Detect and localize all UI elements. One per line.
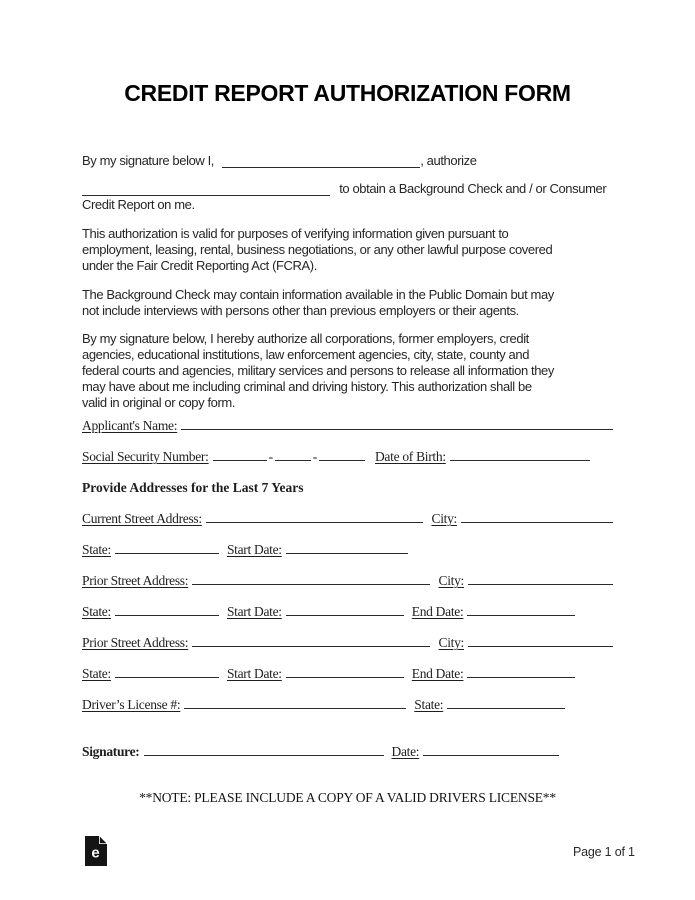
- purpose-paragraph: [82, 226, 613, 274]
- intro-line2-text: to obtain a Background Check and / or Consumer: [339, 181, 607, 196]
- ssn-separator: -: [312, 449, 317, 464]
- prior-street-label: Prior Street Address:: [82, 635, 189, 650]
- address-section-header-row: [82, 479, 613, 496]
- state-label: State:: [82, 604, 111, 619]
- intro-line-1: [82, 153, 613, 169]
- intro-paragraph: [82, 153, 613, 213]
- ssn-blank-1[interactable]: [213, 460, 267, 461]
- document-logo-icon: [85, 836, 107, 866]
- paragraph-line: federal courts and agencies, military services and persons to release all information they: [82, 363, 554, 378]
- signature-row: [82, 743, 613, 760]
- paragraph-line: may have about me including criminal and driving history. This authorization shall be: [82, 379, 532, 394]
- paragraph-line: employment, leasing, rental, business negotiations, or any other lawful purpose covered: [82, 242, 553, 257]
- prior-1-state-date-row: [82, 603, 613, 620]
- dl-state-label: State:: [414, 697, 444, 712]
- intro-line-2: [82, 181, 613, 197]
- drivers-license-label: Driver’s License #:: [82, 697, 181, 712]
- form-fields-section: [82, 417, 613, 760]
- paragraph-line: not include interviews with persons other than previous employers or their agents.: [82, 303, 519, 318]
- signature-label: Signature:: [82, 744, 140, 759]
- release-paragraph: [82, 331, 613, 411]
- state-label: State:: [82, 666, 111, 681]
- city-label: City:: [438, 635, 464, 650]
- prior-2-state-blank[interactable]: [115, 677, 219, 678]
- dob-blank[interactable]: [450, 460, 590, 461]
- prior-city-2-blank[interactable]: [468, 646, 613, 647]
- company-name-blank[interactable]: [82, 195, 330, 196]
- page-number-label: Page 1 of 1: [573, 845, 635, 859]
- end-date-label: End Date:: [411, 666, 464, 681]
- logo-letter: e: [91, 844, 100, 862]
- dl-state-blank[interactable]: [447, 708, 565, 709]
- prior-1-state-blank[interactable]: [115, 615, 219, 616]
- state-label: State:: [82, 542, 111, 557]
- ssn-blank-3[interactable]: [319, 460, 365, 461]
- current-city-blank[interactable]: [461, 522, 613, 523]
- paragraph-line: agencies, educational institutions, law enforcement agencies, city, state, county and: [82, 347, 530, 362]
- current-street-label: Current Street Address:: [82, 511, 202, 526]
- applicant-name-label: Applicant's Name:: [82, 418, 178, 433]
- prior-address-1-row: [82, 572, 613, 589]
- end-date-label: End Date:: [411, 604, 464, 619]
- prior-street-2-blank[interactable]: [192, 646, 430, 647]
- applicant-name-blank[interactable]: [181, 429, 613, 430]
- current-street-blank[interactable]: [206, 522, 424, 523]
- start-date-label: Start Date:: [226, 542, 282, 557]
- eforms-logo: [85, 836, 107, 871]
- paragraph-line: under the Fair Credit Reporting Act (FCRA).: [82, 258, 317, 273]
- current-address-row: [82, 510, 613, 527]
- prior-1-start-date-blank[interactable]: [286, 615, 404, 616]
- prior-2-state-date-row: [82, 665, 613, 682]
- intro-line1-pre-text: By my signature below I,: [82, 153, 215, 168]
- start-date-label: Start Date:: [226, 604, 282, 619]
- prior-2-end-date-blank[interactable]: [467, 677, 575, 678]
- prior-address-2-row: [82, 634, 613, 651]
- paragraph-line: The Background Check may contain information available in the Public Domain but may: [82, 287, 554, 302]
- authorizer-name-blank[interactable]: [222, 167, 420, 168]
- prior-street-1-blank[interactable]: [192, 584, 430, 585]
- drivers-license-blank[interactable]: [184, 708, 406, 709]
- current-state-blank[interactable]: [115, 553, 219, 554]
- prior-2-start-date-blank[interactable]: [286, 677, 404, 678]
- intro-line-3: Credit Report on me.: [82, 197, 195, 212]
- dob-label: Date of Birth:: [374, 449, 446, 464]
- current-state-date-row: [82, 541, 613, 558]
- ssn-label: Social Security Number:: [82, 449, 209, 464]
- prior-1-end-date-blank[interactable]: [467, 615, 575, 616]
- drivers-license-note: **NOTE: PLEASE INCLUDE A COPY OF A VALID DRIVERS LICENSE**: [139, 790, 556, 805]
- ssn-separator: -: [268, 449, 273, 464]
- public-domain-paragraph: [82, 287, 613, 319]
- date-label: Date:: [391, 744, 420, 759]
- paragraph-line: By my signature below, I hereby authorize all corporations, former employers, credit: [82, 331, 529, 346]
- paragraph-line: This authorization is valid for purposes of verifying information given pursuant to: [82, 226, 509, 241]
- prior-city-1-blank[interactable]: [468, 584, 613, 585]
- current-start-date-blank[interactable]: [286, 553, 408, 554]
- ssn-blank-2[interactable]: [275, 460, 311, 461]
- document-body: [82, 153, 613, 806]
- form-title: CREDIT REPORT AUTHORIZATION FORM: [124, 80, 571, 106]
- intro-line1-post-text: , authorize: [420, 153, 477, 168]
- signature-blank[interactable]: [144, 755, 384, 756]
- prior-street-label: Prior Street Address:: [82, 573, 189, 588]
- date-blank[interactable]: [423, 755, 559, 756]
- address-section-header: Provide Addresses for the Last 7 Years: [82, 480, 304, 495]
- start-date-label: Start Date:: [226, 666, 282, 681]
- city-label: City:: [438, 573, 464, 588]
- applicant-name-row: [82, 417, 613, 434]
- paragraph-line: valid in original or copy form.: [82, 395, 236, 410]
- drivers-license-row: [82, 696, 613, 713]
- ssn-dob-row: [82, 448, 613, 465]
- city-label: City:: [431, 511, 457, 526]
